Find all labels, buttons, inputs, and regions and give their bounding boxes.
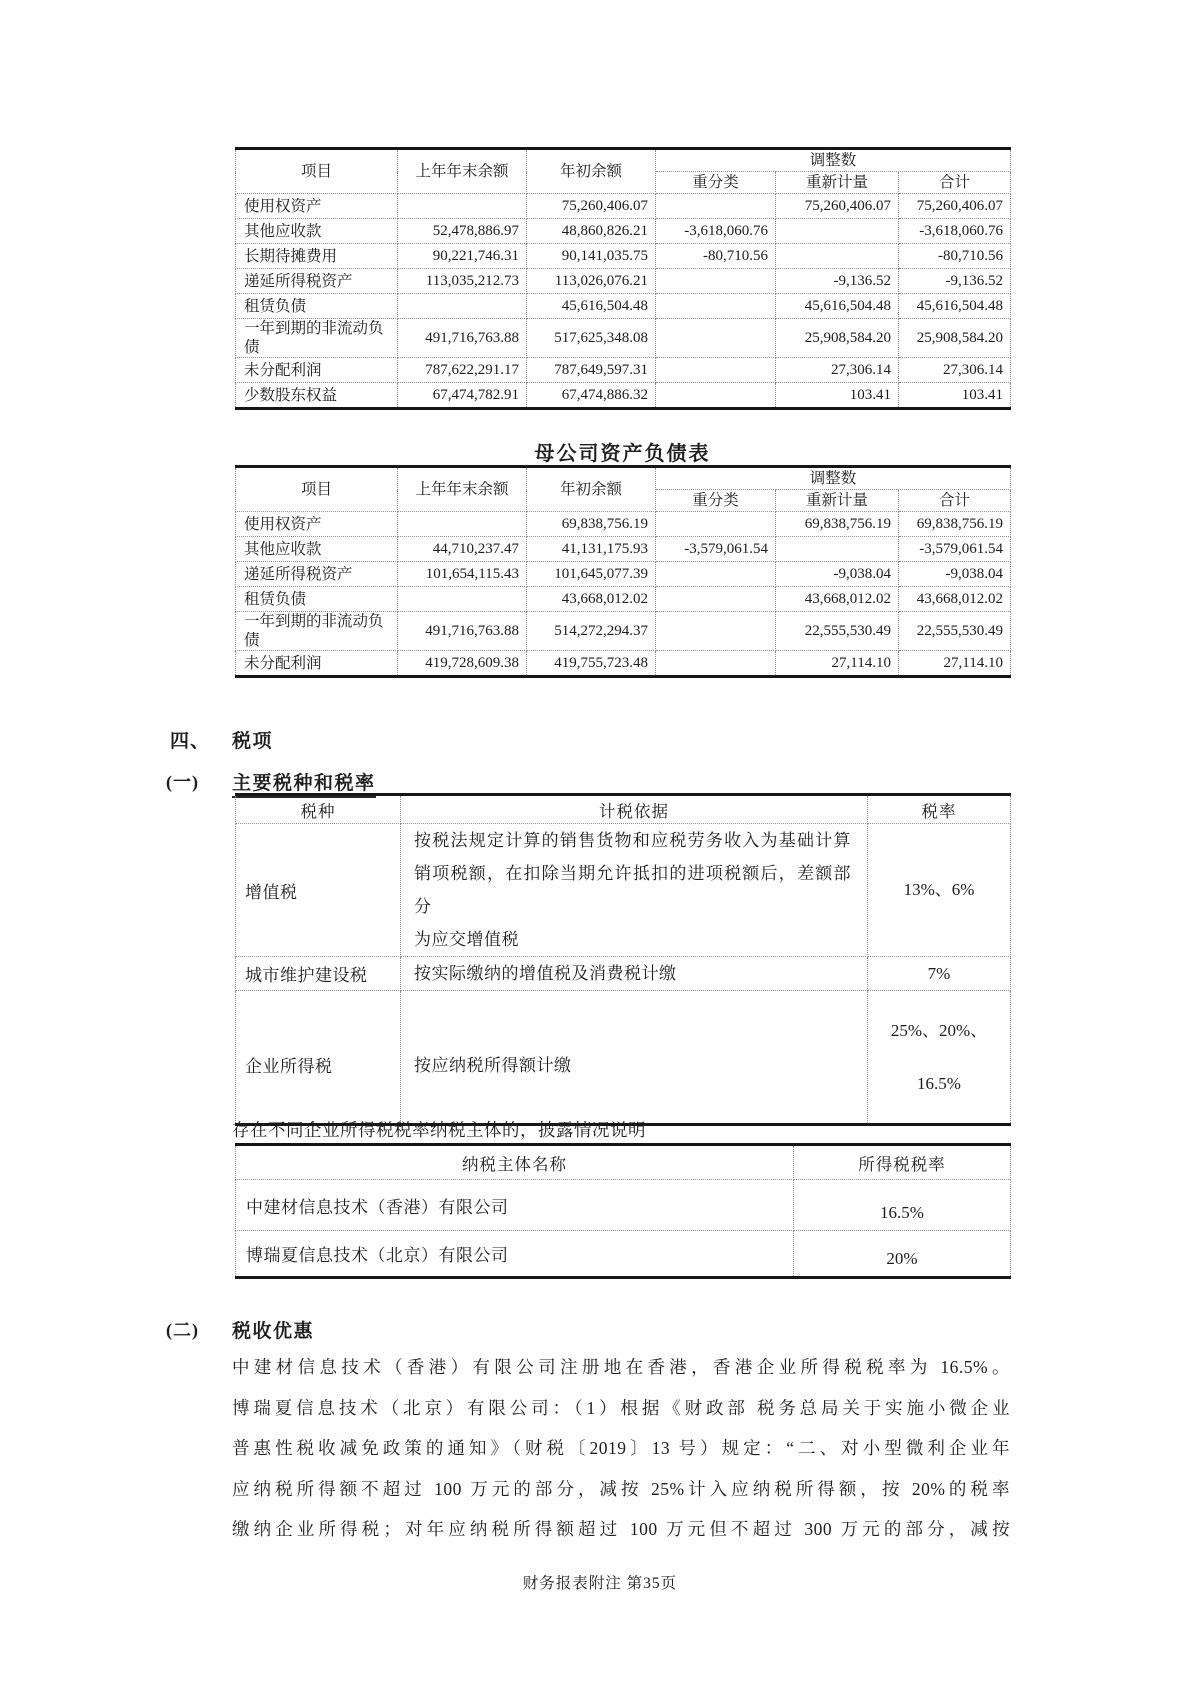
- prev-year-end-cell: [398, 194, 527, 219]
- tax-type-cell: 城市维护建设税: [236, 957, 401, 991]
- rate-line: 13%、6%: [903, 880, 975, 899]
- prev-year-end-cell: [398, 587, 527, 612]
- main-taxes-table: [235, 793, 1011, 1126]
- remeasure-cell: [776, 219, 899, 244]
- parent-balance-adjustment-table: [235, 465, 1011, 678]
- item-cell: 租赁负债: [236, 294, 398, 319]
- tax-basis-cell: [401, 824, 868, 957]
- reclass-cell: [656, 651, 776, 677]
- column-header-remeasure: 重新计量: [776, 490, 899, 512]
- different-rate-note: 存在不同企业所得税税率纳税主体的，披露情况说明: [232, 1120, 646, 1140]
- item-cell: 长期待摊费用: [236, 244, 398, 269]
- table-row: [236, 1180, 1011, 1231]
- total-cell: 27,114.10: [899, 651, 1011, 677]
- year-begin-cell: 90,141,035.75: [527, 244, 656, 269]
- column-header-adjustments: 调整数: [656, 149, 1011, 172]
- tax-basis-cell: [401, 991, 868, 1125]
- total-cell: 103.41: [899, 383, 1011, 409]
- table-row: [236, 244, 1011, 269]
- item-cell: 其他应收款: [236, 219, 398, 244]
- remeasure-cell: -9,136.52: [776, 269, 899, 294]
- year-begin-cell: 41,131,175.93: [527, 537, 656, 562]
- header-row: [236, 1145, 1011, 1180]
- year-begin-cell: 787,649,597.31: [527, 358, 656, 383]
- paragraph-line: 缴纳企业所得税；对年应纳税所得额超过 100 万元但不超过 300 万元的部分，减按: [232, 1519, 1010, 1539]
- consolidated-balance-adjustment-table: [235, 147, 1011, 410]
- prev-year-end-cell: 67,474,782.91: [398, 383, 527, 409]
- year-begin-cell: 45,616,504.48: [527, 294, 656, 319]
- column-header-income-tax-rate: 所得税税率: [794, 1145, 1011, 1180]
- year-begin-cell: 48,860,826.21: [527, 219, 656, 244]
- column-header-item: 项目: [236, 149, 398, 194]
- prev-year-end-cell: 787,622,291.17: [398, 358, 527, 383]
- column-header-adjustments: 调整数: [656, 467, 1011, 490]
- reclass-cell: -80,710.56: [656, 244, 776, 269]
- total-cell: -9,038.04: [899, 562, 1011, 587]
- prev-year-end-cell: 113,035,212.73: [398, 269, 527, 294]
- table-row: [236, 1231, 1011, 1278]
- remeasure-cell: 22,555,530.49: [776, 612, 899, 651]
- page-footer: 财务报表附注 第35页: [522, 1575, 678, 1592]
- remeasure-cell: 103.41: [776, 383, 899, 409]
- item-cell: 一年到期的非流动负债: [236, 319, 398, 358]
- total-cell: -9,136.52: [899, 269, 1011, 294]
- reclass-cell: [656, 512, 776, 537]
- item-cell: 租赁负债: [236, 587, 398, 612]
- paragraph-line: 博瑞夏信息技术（北京）有限公司：（1）根据《财政部 税务总局关于实施小微企业: [232, 1397, 1010, 1418]
- column-header-reclass: 重分类: [656, 490, 776, 512]
- reclass-cell: [656, 612, 776, 651]
- table-row: [236, 991, 1011, 1125]
- prev-year-end-cell: 491,716,763.88: [398, 319, 527, 358]
- tax-type-cell: 企业所得税: [236, 991, 401, 1125]
- total-cell: 45,616,504.48: [899, 294, 1011, 319]
- column-header-tax-type: 税种: [236, 795, 401, 824]
- column-header-year-begin: 年初余额: [527, 149, 656, 194]
- year-begin-cell: 43,668,012.02: [527, 587, 656, 612]
- remeasure-cell: 43,668,012.02: [776, 587, 899, 612]
- column-header-taxpayer-name: 纳税主体名称: [236, 1145, 794, 1180]
- year-begin-cell: 419,755,723.48: [527, 651, 656, 677]
- table-row: [236, 824, 1011, 957]
- prev-year-end-cell: 419,728,609.38: [398, 651, 527, 677]
- remeasure-cell: 75,260,406.07: [776, 194, 899, 219]
- subsection-title-underline: 主要税种和税率: [232, 773, 376, 798]
- column-header-total: 合计: [899, 172, 1011, 194]
- income-tax-rate-cell: 16.5%: [794, 1180, 1011, 1231]
- total-cell: -3,618,060.76: [899, 219, 1011, 244]
- column-header-total: 合计: [899, 490, 1011, 512]
- reclass-cell: -3,618,060.76: [656, 219, 776, 244]
- item-cell: 递延所得税资产: [236, 269, 398, 294]
- total-cell: 22,555,530.49: [899, 612, 1011, 651]
- tax-preference-paragraph: [232, 1347, 1010, 1550]
- reclass-cell: [656, 269, 776, 294]
- section-title-taxes: 税项: [232, 731, 274, 752]
- column-header-tax-basis: 计税依据: [401, 795, 868, 824]
- prev-year-end-cell: [398, 512, 527, 537]
- total-cell: -80,710.56: [899, 244, 1011, 269]
- remeasure-cell: 45,616,504.48: [776, 294, 899, 319]
- total-cell: -3,579,061.54: [899, 537, 1011, 562]
- table-row: [236, 562, 1011, 587]
- column-header-remeasure: 重新计量: [776, 172, 899, 194]
- rate-line: 25%、20%、: [890, 1021, 988, 1040]
- total-cell: 43,668,012.02: [899, 587, 1011, 612]
- paragraph-line: 中建材信息技术（香港）有限公司注册地在香港，香港企业所得税税率为 16.5%。: [232, 1357, 1010, 1377]
- column-header-item: 项目: [236, 467, 398, 512]
- remeasure-cell: 69,838,756.19: [776, 512, 899, 537]
- tax-type-cell: 增值税: [236, 824, 401, 957]
- section-number: 四、: [170, 731, 211, 752]
- basis-line: 按实际缴纳的增值税及消费税计缴: [414, 964, 677, 983]
- prev-year-end-cell: 101,654,115.43: [398, 562, 527, 587]
- prev-year-end-cell: 52,478,886.97: [398, 219, 527, 244]
- year-begin-cell: 67,474,886.32: [527, 383, 656, 409]
- total-cell: 69,838,756.19: [899, 512, 1011, 537]
- year-begin-cell: 101,645,077.39: [527, 562, 656, 587]
- table-row: [236, 957, 1011, 991]
- header-row: [236, 795, 1011, 824]
- basis-line: 按税法规定计算的销售货物和应税劳务收入为基础计算: [414, 831, 851, 850]
- rate-line: 7%: [927, 963, 951, 983]
- income-tax-rate-cell: 20%: [794, 1231, 1011, 1278]
- table-row: [236, 319, 1011, 358]
- basis-line: 按应纳税所得额计缴: [414, 1055, 572, 1075]
- remeasure-cell: [776, 244, 899, 269]
- taxpayer-name-cell: 博瑞夏信息技术（北京）有限公司: [236, 1231, 794, 1278]
- table-row: [236, 294, 1011, 319]
- item-cell: 少数股东权益: [236, 383, 398, 409]
- year-begin-cell: 113,026,076.21: [527, 269, 656, 294]
- header-row: [236, 149, 1011, 172]
- item-cell: 其他应收款: [236, 537, 398, 562]
- reclass-cell: [656, 358, 776, 383]
- table-row: [236, 219, 1011, 244]
- reclass-cell: -3,579,061.54: [656, 537, 776, 562]
- reclass-cell: [656, 294, 776, 319]
- subsection-title-main-taxes: [232, 768, 376, 795]
- remeasure-cell: 25,908,584.20: [776, 319, 899, 358]
- item-cell: 未分配利润: [236, 651, 398, 677]
- item-cell: 递延所得税资产: [236, 562, 398, 587]
- subsection-title-tax-preference: 税收优惠: [232, 1321, 315, 1342]
- table-row: [236, 651, 1011, 677]
- year-begin-cell: 514,272,294.37: [527, 612, 656, 651]
- parent-balance-sheet-title: 母公司资产负债表: [534, 443, 711, 465]
- remeasure-cell: [776, 537, 899, 562]
- header-row: [236, 467, 1011, 490]
- basis-line: 销项税额，在扣除当期允许抵扣的进项税额后，差额部分: [414, 864, 851, 916]
- total-cell: 75,260,406.07: [899, 194, 1011, 219]
- table-row: [236, 383, 1011, 409]
- remeasure-cell: -9,038.04: [776, 562, 899, 587]
- remeasure-cell: 27,114.10: [776, 651, 899, 677]
- table-row: [236, 358, 1011, 383]
- reclass-cell: [656, 319, 776, 358]
- prev-year-end-cell: 90,221,746.31: [398, 244, 527, 269]
- table-row: [236, 612, 1011, 651]
- column-header-reclass: 重分类: [656, 172, 776, 194]
- total-cell: 25,908,584.20: [899, 319, 1011, 358]
- subsection-number-2: (二): [166, 1320, 199, 1340]
- tax-rate-cell: [868, 991, 1011, 1125]
- subsection-number-1: (一): [166, 772, 199, 792]
- item-cell: 一年到期的非流动负债: [236, 612, 398, 651]
- year-begin-cell: 75,260,406.07: [527, 194, 656, 219]
- remeasure-cell: 27,306.14: [776, 358, 899, 383]
- prev-year-end-cell: 491,716,763.88: [398, 612, 527, 651]
- total-cell: 27,306.14: [899, 358, 1011, 383]
- tax-rate-cell: [868, 824, 1011, 957]
- reclass-cell: [656, 562, 776, 587]
- prev-year-end-cell: 44,710,237.47: [398, 537, 527, 562]
- table-row: [236, 587, 1011, 612]
- reclass-cell: [656, 194, 776, 219]
- item-cell: 未分配利润: [236, 358, 398, 383]
- prev-year-end-cell: [398, 294, 527, 319]
- tax-rate-cell: [868, 957, 1011, 991]
- column-header-prev-year-end: 上年年末余额: [398, 149, 527, 194]
- paragraph-line: 普惠性税收减免政策的通知》（财税〔2019〕13 号）规定：“二、对小型微利企业年: [232, 1438, 1010, 1458]
- taxpayer-rate-table: [235, 1143, 1011, 1279]
- table-row: [236, 194, 1011, 219]
- paragraph-line: 应纳税所得额不超过 100 万元的部分，减按 25%计入应纳税所得额，按 20%的税率: [232, 1478, 1010, 1499]
- rate-line: 16.5%: [917, 1074, 961, 1093]
- reclass-cell: [656, 383, 776, 409]
- column-header-tax-rate: 税率: [868, 795, 1011, 824]
- table-row: [236, 269, 1011, 294]
- item-cell: 使用权资产: [236, 194, 398, 219]
- year-begin-cell: 517,625,348.08: [527, 319, 656, 358]
- basis-line: 为应交增值税: [414, 930, 519, 949]
- tax-basis-cell: [401, 957, 868, 991]
- reclass-cell: [656, 587, 776, 612]
- taxpayer-name-cell: 中建材信息技术（香港）有限公司: [236, 1180, 794, 1231]
- column-header-prev-year-end: 上年年末余额: [398, 467, 527, 512]
- column-header-year-begin: 年初余额: [527, 467, 656, 512]
- item-cell: 使用权资产: [236, 512, 398, 537]
- table-row: [236, 512, 1011, 537]
- year-begin-cell: 69,838,756.19: [527, 512, 656, 537]
- table-row: [236, 537, 1011, 562]
